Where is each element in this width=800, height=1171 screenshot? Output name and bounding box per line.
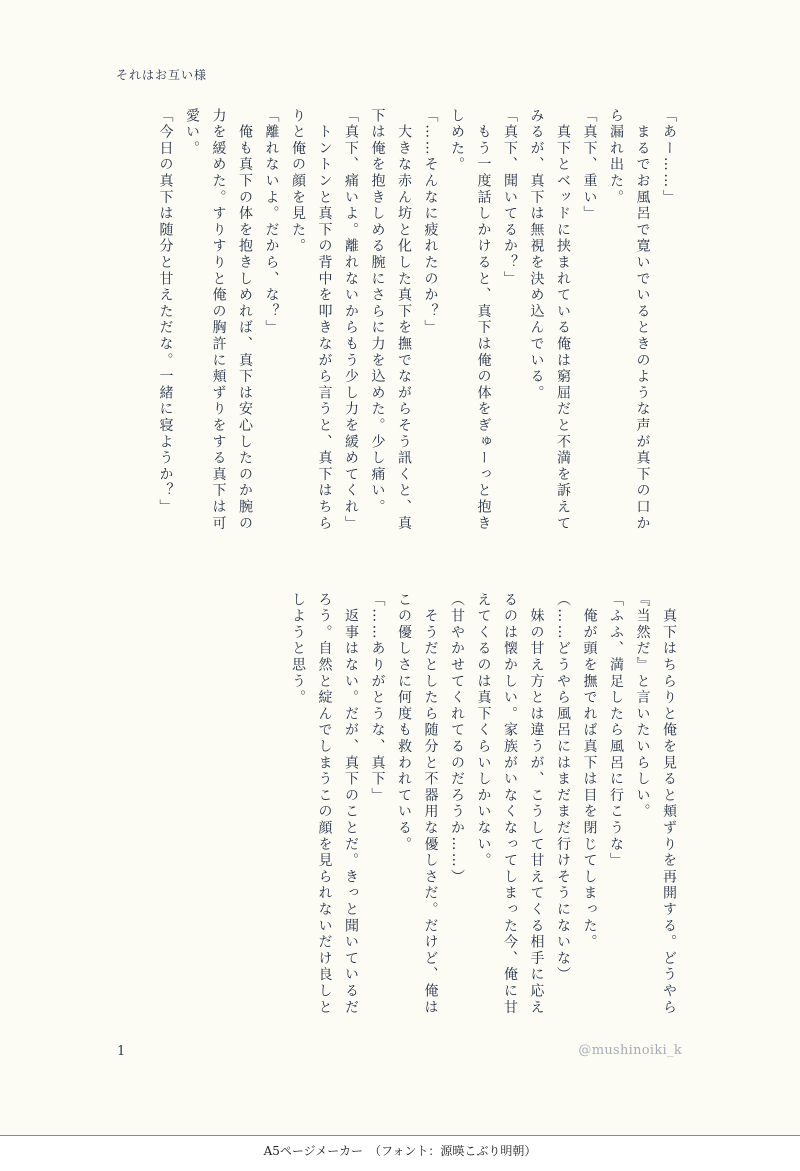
paragraph: 「ふふ、満足したら風呂に行こうな」	[608, 592, 624, 870]
paragraph: もう一度話しかけると、真下は俺の体をぎゅーっと抱きしめた。	[449, 108, 492, 532]
paragraph: 真下はちらりと俺を見ると頬ずりを再開する。どうやら『当然だ』と言いたいらしい。	[634, 592, 677, 1016]
author-handle: @mushinoiki_k	[578, 1043, 682, 1058]
paragraph: そうだとしたら随分と不器用な優しさだ。だけど、俺はこの優しさに何度も救われている。	[396, 592, 439, 1016]
generator-caption: A5ページメーカー （フォント：源暎こぶり明朝）	[263, 1144, 537, 1158]
paragraph: 「あー……」	[661, 108, 677, 206]
paragraph: 「今日の真下は随分と甘えただな。一緒に寝ようか？」	[157, 108, 174, 516]
paragraph: 「……そんなに疲れたのか？」	[422, 108, 439, 337]
paragraph: 返事はない。だが、真下のことだ。きっと聞いているだろう。自然と綻んでしまうこの顔を見られないだけ良しとしようと思う。	[290, 592, 359, 1016]
paragraph: トントンと真下の背中を叩きながら言うと、真下はちらりと俺の顔を見た。	[290, 108, 333, 532]
paragraph: 「真下、痛いよ。離れないからもう少し力を緩めてくれ」	[343, 108, 359, 532]
paragraph: 「離れないよ。だから、な？」	[263, 108, 280, 337]
page-number: 1	[117, 1044, 126, 1059]
paragraph: 「真下、聞いてるか？」	[502, 108, 518, 288]
paragraph: 妹の甘え方とは違うが、こうして甘えてくる相手に応えるのは懐かしい。家族がいなくなってしまった今、俺に甘えてくるのは真下くらいしかいない。	[475, 592, 545, 1016]
paragraph: 俺も真下の体を抱きしめれば、真下は安心したのか腕の力を緩めた。すりすりと俺の胸許に頬ずりをする真下は可愛い。	[184, 108, 253, 532]
paragraph: 大きな赤ん坊と化した真下を撫でながらそう訊くと、真下は俺を抱きしめる腕にさらに力を込めた。少し痛い。	[369, 108, 412, 532]
paragraph: まるでお風呂で寛いでいるときのような声が真下の口から漏れ出た。	[608, 108, 651, 532]
lower-text-column-block	[262, 592, 682, 1032]
paragraph: （……どうやら風呂にはまだまだ行けそうにないな）	[555, 592, 571, 984]
paragraph: 「真下、重い」	[581, 108, 598, 223]
running-title: それはお互い様	[116, 68, 208, 82]
paragraph: 俺が頭を撫でれば真下は目を閉じてしまった。	[581, 592, 598, 951]
paragraph: 真下とベッドに挟まれている俺は窮屈だと不満を訴えてみるが、真下は無視を決め込んでいる。	[528, 108, 571, 532]
upper-text-column-block	[102, 108, 682, 548]
paragraph: 「……ありがとうな、真下」	[369, 592, 386, 804]
paragraph: （甘やかせてくれてるのだろうか……）	[449, 592, 465, 886]
